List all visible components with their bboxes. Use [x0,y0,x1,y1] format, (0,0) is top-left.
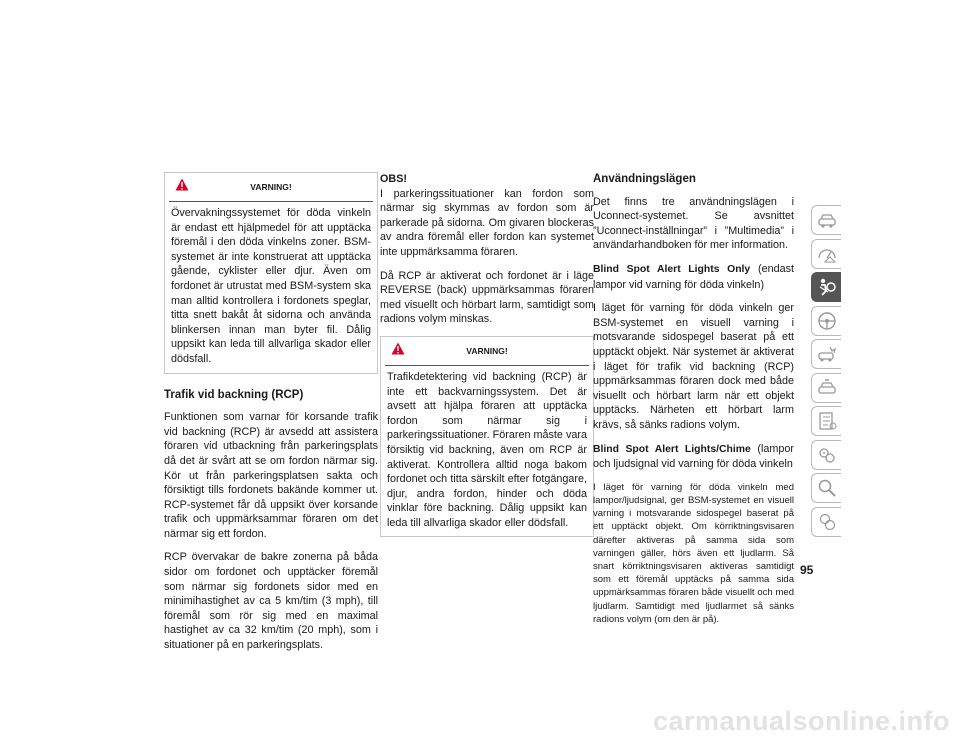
car-crash-icon [816,343,838,365]
tab-index[interactable] [811,473,841,503]
tab-multimedia[interactable] [811,440,841,470]
tab-service[interactable] [811,373,841,403]
dashboard-warning-icon [816,243,838,265]
warning-triangle-icon [175,178,189,191]
mode-2-suffix: (lampor och ljudsignal vid varning för döda vinkeln [593,442,794,471]
checklist-icon [816,410,838,432]
rcp-paragraph-1: Funktionen som varnar för korsande trafik vid backning (RCP) är avsedd att assistera föraren vid utbackning från parkeringsplats då det är svårt att se om fordon närmar sig. Kör ut från parkeringsplatsen sakta och försiktigt tills fordonets bakände kommer ut. RCP-systemet får då uppsikt över korsande trafik och uppmärksammar föraren om det närmar sig ett fordon. [164,411,378,540]
reverse-paragraph: Då RCP är aktiverat och fordonet är i läge REVERSE (back) uppmärksammas föraren med visuellt och hörbart larm, samtidigt som radions volym minskas. [380,269,594,326]
car-info-icon [816,209,838,231]
warning-text: Trafikdetektering vid backning (RCP) är inte ett backvarningssystem. Det är avsett att hjälpa föraren att upptäcka fordon som närmar sig i parkeringssituationer. Föraren måste vara försiktig vid backning, även om RCP är aktiverat. Kontrollera alltid noga bakom fordonet och titta särskilt efter fotgängare, djur, andra fordon, hinder och döda vinklar före backning. Dålig uppsikt kan leda till allvarliga skador eller dödsfall. [387,370,587,529]
mode-1-label: Blind Spot Alert Lights Only [593,263,751,275]
mode-2-label: Blind Spot Alert Lights/Chime [593,443,751,455]
note-text: I parkeringssituationer kan fordon som närmar sig skymmas av fordon som är parkerade på sidorna. Om givaren blockeras av andra föremål eller fordon kan systemet inte uppmärksamma föraren. [380,187,594,258]
mode-1-title [593,262,794,292]
tab-specs[interactable] [811,406,841,436]
mode-2-title [593,442,794,472]
car-service-icon [816,377,838,399]
warning-title: VARNING! [466,345,508,356]
mode-2-text: I läget för varning för döda vinkeln med lampor/ljudsignal, ger BSM-systemet en visuell varning i motsvarande sidospegel baserat på ett upptäckt objekt. Om körriktningsvisaren därefter aktiveras på samma sida som varningen gäller, hörs även ett ljudlarm. Så snart körriktningsvisaren aktiveras samtidigt som ett föremål upptäcks på samma sida uppmärksammas föraren både visuellt och med ljudlarm. Samtidigt med ljudlarmet så sänks radions volym (om den är på). [593,481,794,625]
multimedia-icon [816,444,838,466]
column-1 [164,172,378,662]
language-icon [816,511,838,533]
tab-driving[interactable] [811,306,841,336]
warning-box-bsm [164,172,378,374]
search-icon [816,477,838,499]
modes-heading: Användningslägen [593,173,696,185]
chapter-tabs [811,205,841,540]
tab-dashboard[interactable] [811,239,841,269]
warning-divider [385,365,589,366]
mode-1-suffix: (endast lampor vid varning för döda vinkeln) [593,262,794,291]
warning-box-rcp [380,336,594,538]
tab-emergency[interactable] [811,339,841,369]
safety-airbag-icon [816,276,838,298]
rcp-paragraph-2: RCP övervakar de bakre zonerna på båda sidor om fordonet och upptäcker föremål som närmar sig fordonets sidor med en minimihastighet av ca 5 km/tim (3 mph), till föremål som rör sig med en maximal hastighet av ca 32 km/tim (20 mph), som i situationer på en parkeringsplats. [164,551,378,652]
warning-text: Övervakningssystemet för döda vinkeln är endast ett hjälpmedel för att upptäcka föremål i den döda vinkelns zoner. BSM-systemet är inte konstruerat att upptäcka gående, cyklister eller djur. Även om fordonet är utrustat med BSM-system ska man alltid kontrollera i fordonets speglar, titta snett bakåt åt sidorna och använda blinkersen innan man byter fil. Dålig uppsikt kan leda till allvarliga skador eller dödsfall. [171,207,371,365]
warning-triangle-icon [391,342,405,355]
warning-title: VARNING! [250,182,292,192]
steering-wheel-icon [816,310,838,332]
warning-header [171,177,371,197]
column-3 [593,172,794,635]
page-number: 95 [800,563,814,577]
tab-language[interactable] [811,507,841,537]
warning-header [387,341,587,361]
note-label: OBS! [380,173,407,185]
modes-intro: Det finns tre användningslägen i Uconnect-systemet. Se avsnittet ”Uconnect-inställningar” i ”Multimedia” i användarhandboken för mer information. [593,195,794,252]
tab-safety[interactable] [811,272,841,302]
watermark: carmanualsonline.info [652,706,950,736]
tab-car-info[interactable] [811,205,841,235]
rcp-heading: Trafik vid backning (RCP) [164,388,304,401]
column-2 [380,172,594,551]
warning-divider [169,201,373,202]
mode-1-text: I läget för varning för döda vinkeln ger BSM-systemet en visuell varning i motsvarande sidospegel baserat på ett upptäckt objekt. När systemet är aktiverat i läget för trafik vid backning (RCP) uppmärksammas föraren dock med både visuellt och hörbart larm när ett objekt upptäcks. Närheten ett hörbart larm krävs, så sänks radions volym. [593,302,794,431]
